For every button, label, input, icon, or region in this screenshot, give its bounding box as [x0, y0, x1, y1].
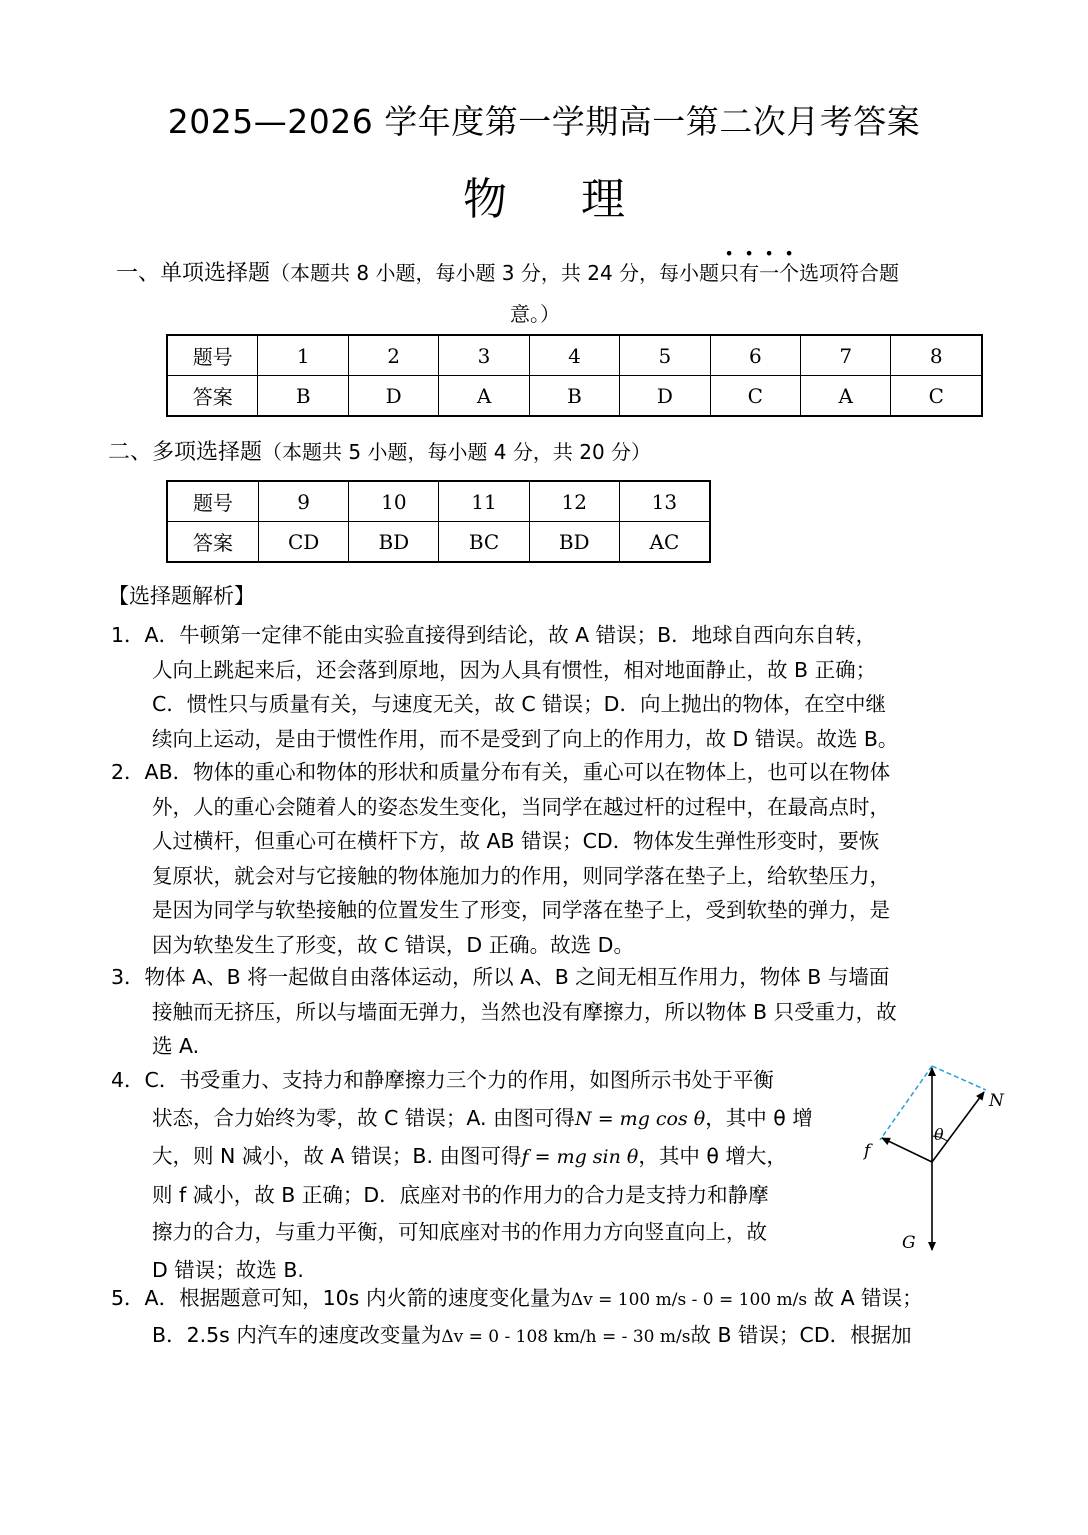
friction-force-label: f	[864, 1141, 871, 1161]
text-line: 外，人的重心会随着人的姿态发生变化，当同学在越过杆的过程中，在最高点时，	[152, 794, 890, 819]
section1-note-wrap: 意。）	[510, 302, 560, 326]
answer-cell: BD	[349, 522, 439, 563]
analysis-item-3	[111, 960, 897, 1064]
analysis-item-5	[111, 1281, 923, 1355]
section1-note-emphasis: 只有一个	[719, 261, 800, 285]
text-line: 2．AB．物体的重心和物体的形状和质量分布有关，重心可以在物体上，也可以在物体	[111, 760, 891, 784]
section2-answer-table	[166, 480, 711, 563]
page-title: 2025—2026 学年度第一学期高一第二次月考答案	[167, 102, 921, 141]
subject-title: 物 理	[463, 174, 655, 225]
text-line: 大，则 N 减小，故 A 错误；B. 由图可得f = mg sin θ，其中 θ 增大，	[152, 1144, 787, 1168]
answer-cell: B	[529, 376, 619, 417]
question-number-cell: 2	[348, 335, 438, 376]
question-number-cell: 5	[620, 335, 710, 376]
section2-title: 二、多项选择题	[108, 440, 263, 465]
text-line: 擦力的合力，与重力平衡，可知底座对书的作用力方向竖直向上，故	[152, 1220, 767, 1244]
question-number-cell: 12	[529, 481, 619, 522]
text-line: 续向上运动，是由于惯性作用，而不是受到了向上的作用力，故 D 错误。故选 B。	[152, 726, 899, 751]
text-line: 则 f 减小，故 B 正确；D．底座对书的作用力的合力是支持力和静摩	[152, 1182, 769, 1207]
question-number-cell: 11	[439, 481, 529, 522]
formula-friction: f = mg sin θ	[521, 1146, 639, 1168]
text-line: 是因为同学与软垫接触的位置发生了形变，同学落在垫子上，受到软垫的弹力，是	[152, 898, 890, 922]
theta-label: θ	[934, 1125, 944, 1144]
answer-cell: C	[710, 376, 800, 417]
section2-note: （本题共 5 小题，每小题 4 分，共 20 分）	[262, 440, 652, 464]
answer-cell: CD	[259, 522, 349, 563]
formula-car-delta-v: Δv = 0 - 108 km/h = - 30 m/s	[441, 1327, 691, 1347]
question-number-cell: 13	[619, 481, 710, 522]
text-line: 5．A．根据题意可知，10s 内火箭的速度变化量为Δv = 100 m/s - 0 = 100 m/s 故 A 错误；	[111, 1286, 923, 1310]
answer-cell: A	[801, 376, 891, 417]
section1-heading	[116, 258, 899, 289]
answer-cell: B	[258, 376, 348, 417]
question-number-cell: 10	[349, 481, 439, 522]
text-line: 1．A．牛顿第一定律不能由实验直接得到结论，故 A 错误；B．地球自西向东自转，	[111, 623, 877, 647]
question-number-cell: 9	[259, 481, 349, 522]
text-line: 复原状，就会对与它接触的物体施加力的作用，则同学落在垫子上，给软垫压力，	[152, 863, 890, 888]
answer-cell: BC	[439, 522, 529, 563]
answer-cell: AC	[619, 522, 710, 563]
question-number-cell: 6	[710, 335, 800, 376]
section2-heading	[108, 437, 651, 468]
row-label-number: 题号	[167, 335, 258, 376]
text-line: 接触而无挤压，所以与墙面无弹力，当然也没有摩擦力，所以物体 B 只受重力，故	[152, 999, 897, 1024]
text-line: C．惯性只与质量有关，与速度无关，故 C 错误；D．向上抛出的物体，在空中继	[152, 692, 886, 716]
section1-title: 一、单项选择题	[116, 261, 271, 286]
answer-cell: A	[439, 376, 529, 417]
table-row-numbers	[167, 481, 710, 522]
dashed-construction-line	[880, 1066, 932, 1140]
analysis-item-4	[111, 1062, 813, 1289]
text-line: 状态，合力始终为零，故 C 错误；A. 由图可得N = mg cos θ，其中 θ 增	[152, 1105, 813, 1130]
table-row-numbers	[167, 335, 982, 376]
text-line: 3．物体 A、B 将一起做自由落体运动，所以 A、B 之间无相互作用力，物体 B 与墙面	[111, 965, 890, 989]
question-number-cell: 3	[439, 335, 529, 376]
friction-force-arrow	[882, 1138, 932, 1162]
question-number-cell: 8	[891, 335, 982, 376]
row-label-answer: 答案	[167, 522, 259, 563]
text-line: D 错误；故选 B.	[152, 1257, 304, 1282]
table-row-answers	[167, 376, 982, 417]
analysis-item-2	[111, 755, 890, 962]
answer-cell: BD	[529, 522, 619, 563]
table-row-answers	[167, 522, 710, 563]
section1-answer-table	[166, 334, 983, 417]
formula-normal-force: N = mg cos θ	[575, 1107, 706, 1130]
text-line: 选 A.	[152, 1034, 200, 1058]
row-label-number: 题号	[167, 481, 259, 522]
question-number-cell: 1	[258, 335, 348, 376]
question-number-cell: 4	[529, 335, 619, 376]
text-line: B．2.5s 内汽车的速度改变量为Δv = 0 - 108 km/h = - 30 m/s故 B 错误；CD．根据加	[152, 1323, 912, 1347]
analysis-item-1	[111, 618, 898, 756]
text-line: 人向上跳起来后，还会落到原地，因为人具有惯性，相对地面静止，故 B 正确；	[152, 657, 877, 682]
gravity-label: G	[902, 1233, 916, 1253]
force-diagram	[866, 1058, 1016, 1258]
text-line: 因为软垫发生了形变，故 C 错误，D 正确。故选 D。	[152, 932, 634, 957]
dashed-construction-line	[932, 1066, 986, 1090]
text-line: 人过横杆，但重心可在横杆下方，故 AB 错误；CD．物体发生弹性形变时，要恢	[152, 829, 880, 853]
normal-force-label: N	[989, 1091, 1004, 1111]
row-label-answer: 答案	[167, 376, 258, 417]
formula-rocket-delta-v: Δv = 100 m/s - 0 = 100 m/s	[570, 1290, 808, 1310]
answer-cell: D	[348, 376, 438, 417]
text-line: 4．C．书受重力、支持力和静摩擦力三个力的作用，如图所示书处于平衡	[111, 1068, 774, 1092]
answer-cell: C	[891, 376, 982, 417]
answer-cell: D	[620, 376, 710, 417]
section1-note: （本题共 8 小题，每小题 3 分，共 24 分，每小题只有一个选项符合题	[270, 261, 900, 285]
analysis-heading: 【选择题解析】	[108, 584, 255, 608]
question-number-cell: 7	[801, 335, 891, 376]
